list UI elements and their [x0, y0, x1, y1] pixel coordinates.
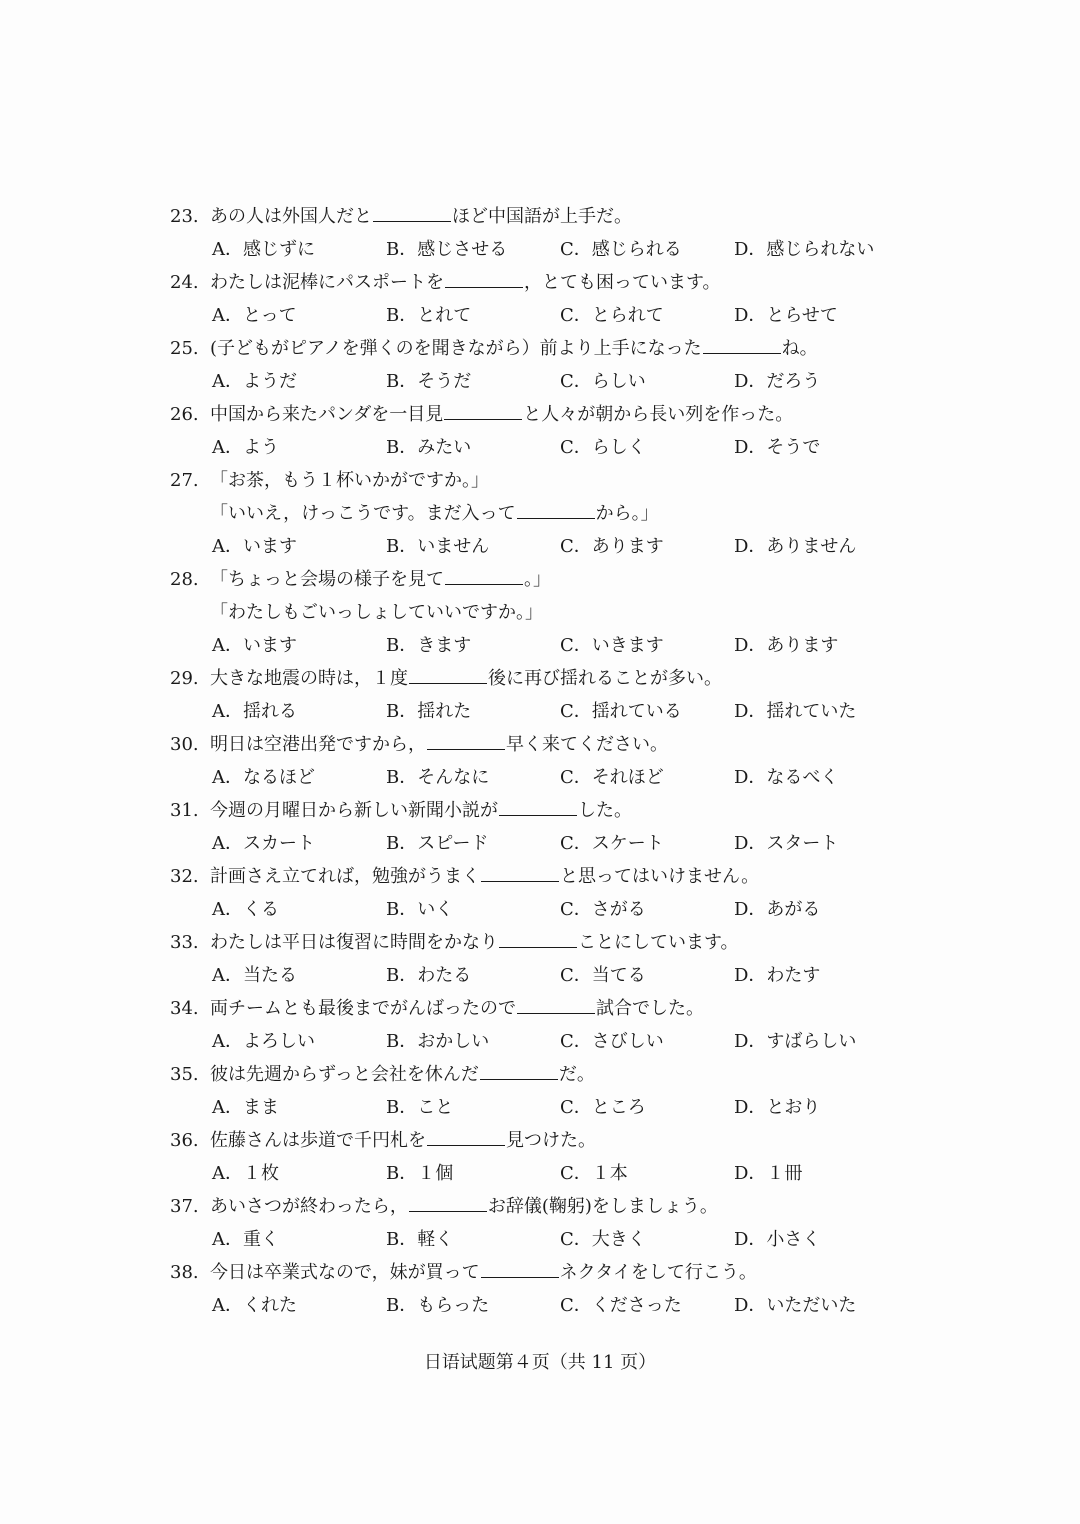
question-number: 29.: [170, 668, 199, 689]
option-a: A．ようだ: [212, 371, 297, 392]
question-text: 「わたしもごいっしょしていいですか。」: [210, 602, 543, 623]
question-number: 36.: [170, 1130, 199, 1151]
answer-options: [170, 365, 910, 398]
question-37: [170, 1190, 910, 1256]
answer-blank: [481, 1259, 559, 1278]
question-33: [170, 926, 910, 992]
question-number: 27.: [170, 470, 199, 491]
answer-options: [170, 431, 910, 464]
answer-blank: [499, 797, 577, 816]
question-number: 31.: [170, 800, 199, 821]
answer-options: [170, 1025, 910, 1058]
question-line: [170, 1058, 910, 1091]
option-d: D．感じられない: [734, 239, 875, 260]
option-a: A．よろしい: [212, 1031, 315, 1052]
question-number: 32.: [170, 866, 199, 887]
answer-blank: [427, 1127, 505, 1146]
option-a: A．スカート: [212, 833, 315, 854]
option-c: C．揺れている: [560, 701, 682, 722]
option-d: D．なるべく: [734, 767, 839, 788]
option-c: C．いきます: [560, 635, 664, 656]
question-text-after: ことにしています。: [578, 932, 739, 953]
answer-options: [170, 959, 910, 992]
question-text: 「お茶，もう１杯いかがですか。」: [210, 470, 489, 491]
question-number: 35.: [170, 1064, 199, 1085]
option-d: D．あります: [734, 635, 839, 656]
answer-options: [170, 695, 910, 728]
option-c: C．さびしい: [560, 1031, 664, 1052]
question-text-after: ね。: [781, 338, 818, 359]
option-b: B．スピード: [386, 833, 489, 854]
option-a: A．くれた: [212, 1295, 297, 1316]
option-b: B．そうだ: [386, 371, 472, 392]
question-line: [170, 1256, 910, 1289]
option-a: A．揺れる: [212, 701, 297, 722]
question-line: [170, 398, 910, 431]
question-number: 24.: [170, 272, 199, 293]
question-28: [170, 563, 910, 662]
question-text-after: から。」: [595, 503, 659, 524]
answer-blank: [517, 500, 595, 519]
option-d: D．ありません: [734, 536, 857, 557]
option-d: D．そうで: [734, 437, 821, 458]
question-text-after: ，とても困っています。: [524, 272, 721, 293]
question-text-after: と思ってはいけません。: [560, 866, 760, 887]
option-c: C．大きく: [560, 1229, 646, 1250]
question-line: [170, 497, 910, 530]
question-text-after: 後に再び揺れることが多い。: [488, 668, 722, 689]
option-b: B．そんなに: [386, 767, 490, 788]
option-a: A．います: [212, 635, 297, 656]
option-a: A．よう: [212, 437, 279, 458]
option-b: B．いません: [386, 536, 490, 557]
question-text: 彼は先週からずっと会社を休んだ: [210, 1064, 479, 1085]
answer-blank: [445, 269, 523, 288]
question-text: 大きな地震の時は，１度: [210, 668, 408, 689]
question-31: [170, 794, 910, 860]
question-number: 26.: [170, 404, 199, 425]
option-d: D．揺れていた: [734, 701, 857, 722]
answer-options: [170, 1223, 910, 1256]
question-23: [170, 200, 910, 266]
option-b: B．軽く: [386, 1229, 454, 1250]
question-text-after: だ。: [558, 1064, 595, 1085]
question-text-after: ほど中国語が上手だ。: [452, 206, 632, 227]
option-c: C．らしく: [560, 437, 646, 458]
option-a: A．とって: [212, 305, 297, 326]
question-text-after: 早く来てください。: [506, 734, 668, 755]
question-text: 計画さえ立てれば，勉強がうまく: [210, 866, 480, 887]
question-text-after: 試合でした。: [596, 998, 704, 1019]
answer-options: [170, 1289, 910, 1322]
question-text: (子どもがピアノを弾くのを聞きながら）前より上手になった: [210, 338, 702, 359]
question-27: [170, 464, 910, 563]
question-line: [170, 200, 910, 233]
option-a: A．１枚: [212, 1163, 279, 1184]
option-c: C．とられて: [560, 305, 664, 326]
option-b: B．もらった: [386, 1295, 490, 1316]
option-c: C．感じられる: [560, 239, 682, 260]
option-b: B．わたる: [386, 965, 472, 986]
option-d: D．小さく: [734, 1229, 821, 1250]
option-d: D．あがる: [734, 899, 821, 920]
option-d: D．だろう: [734, 371, 821, 392]
question-text-after: ネクタイをして行こう。: [559, 1262, 757, 1283]
answer-options: [170, 893, 910, 926]
question-29: [170, 662, 910, 728]
option-d: D．いただいた: [734, 1295, 857, 1316]
answer-options: [170, 299, 910, 332]
answer-options: [170, 233, 910, 266]
question-32: [170, 860, 910, 926]
answer-blank: [499, 929, 577, 948]
question-38: [170, 1256, 910, 1322]
question-list: [170, 200, 910, 1322]
question-text: わたしは泥棒にパスポートを: [210, 272, 444, 293]
question-line: [170, 563, 910, 596]
question-text: 佐藤さんは歩道で千円札を: [210, 1130, 426, 1151]
question-number: 25.: [170, 338, 199, 359]
option-b: B．きます: [386, 635, 472, 656]
option-c: C．スケート: [560, 833, 664, 854]
option-b: B．おかしい: [386, 1031, 490, 1052]
option-a: A．くる: [212, 899, 279, 920]
answer-blank: [481, 863, 559, 882]
option-b: B．感じさせる: [386, 239, 508, 260]
option-d: D．１冊: [734, 1163, 803, 1184]
question-36: [170, 1124, 910, 1190]
option-c: C．ところ: [560, 1097, 646, 1118]
question-line: [170, 860, 910, 893]
question-line: [170, 1190, 910, 1223]
question-text: 両チームとも最後までがんばったので: [210, 998, 516, 1019]
question-text: あいさつが終わったら，: [210, 1196, 408, 1217]
answer-blank: [409, 1193, 487, 1212]
question-text: わたしは平日は復習に時間をかなり: [210, 932, 498, 953]
question-text: あの人は外国人だと: [210, 206, 372, 227]
question-line: [170, 662, 910, 695]
option-c: C．らしい: [560, 371, 646, 392]
question-text-after: 見つけた。: [506, 1130, 596, 1151]
question-text: 明日は空港出発ですから，: [210, 734, 426, 755]
question-line: [170, 728, 910, 761]
option-a: A．まま: [212, 1097, 279, 1118]
question-number: 30.: [170, 734, 199, 755]
answer-blank: [703, 335, 781, 354]
option-b: B．こと: [386, 1097, 454, 1118]
question-text: 中国から来たパンダを一目見: [210, 404, 444, 425]
answer-blank: [517, 995, 595, 1014]
option-c: C．さがる: [560, 899, 646, 920]
option-c: C．くださった: [560, 1295, 682, 1316]
option-d: D．わたす: [734, 965, 821, 986]
question-text-after: した。: [578, 800, 632, 821]
option-d: D．とおり: [734, 1097, 821, 1118]
option-a: A．重く: [212, 1229, 279, 1250]
question-text-after: 。」: [524, 569, 551, 590]
option-c: C．それほど: [560, 767, 664, 788]
option-a: A．なるほど: [212, 767, 315, 788]
option-a: A．感じずに: [212, 239, 315, 260]
question-line: [170, 332, 910, 365]
question-number: 33.: [170, 932, 199, 953]
question-24: [170, 266, 910, 332]
option-c: C．あります: [560, 536, 664, 557]
option-b: B．とれて: [386, 305, 472, 326]
option-a: A．います: [212, 536, 297, 557]
question-line: [170, 926, 910, 959]
option-b: B．１個: [386, 1163, 454, 1184]
question-text: 今週の月曜日から新しい新聞小説が: [210, 800, 498, 821]
question-line: [170, 1124, 910, 1157]
option-d: D．とらせて: [734, 305, 838, 326]
question-text: 「ちょっと会場の様子を見て: [210, 569, 444, 590]
option-b: B．揺れた: [386, 701, 472, 722]
question-number: 34.: [170, 998, 199, 1019]
answer-options: [170, 1091, 910, 1124]
option-c: C．１本: [560, 1163, 628, 1184]
question-text: 「いいえ，けっこうです。まだ入って: [210, 503, 516, 524]
option-d: D．すばらしい: [734, 1031, 857, 1052]
question-line: [170, 794, 910, 827]
question-35: [170, 1058, 910, 1124]
answer-options: [170, 629, 910, 662]
option-b: B．いく: [386, 899, 454, 920]
option-b: B．みたい: [386, 437, 472, 458]
question-25: [170, 332, 910, 398]
answer-blank: [427, 731, 505, 750]
question-30: [170, 728, 910, 794]
question-number: 23.: [170, 206, 199, 227]
option-a: A．当たる: [212, 965, 297, 986]
answer-options: [170, 1157, 910, 1190]
question-line: [170, 992, 910, 1025]
question-number: 37.: [170, 1196, 199, 1217]
question-number: 28.: [170, 569, 199, 590]
question-text-after: と人々が朝から長い列を作った。: [523, 404, 794, 425]
question-text-after: お辞儀(鞠躬)をしましょう。: [487, 1196, 718, 1217]
answer-options: [170, 761, 910, 794]
question-line: [170, 464, 910, 497]
question-26: [170, 398, 910, 464]
option-c: C．当てる: [560, 965, 646, 986]
question-text: 今日は卒業式なので，妹が買って: [210, 1262, 480, 1283]
page-footer: 日语试题第４页（共 11 页）: [423, 1352, 657, 1373]
question-line: [170, 596, 910, 629]
question-line: [170, 266, 910, 299]
question-34: [170, 992, 910, 1058]
option-d: D．スタート: [734, 833, 839, 854]
answer-blank: [373, 203, 451, 222]
answer-options: [170, 530, 910, 563]
answer-blank: [445, 566, 523, 585]
answer-blank: [480, 1061, 558, 1080]
answer-blank: [444, 401, 522, 420]
answer-options: [170, 827, 910, 860]
answer-blank: [409, 665, 487, 684]
question-number: 38.: [170, 1262, 199, 1283]
